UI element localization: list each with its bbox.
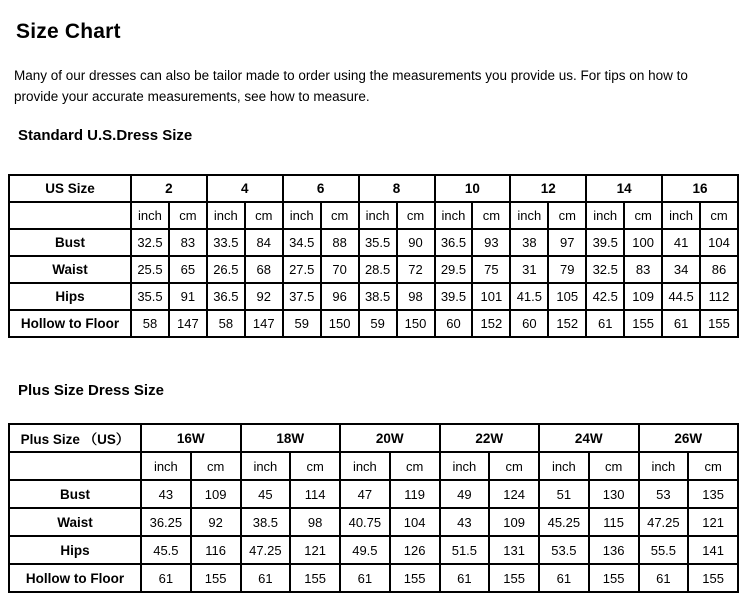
- value-cell: 90: [397, 229, 435, 256]
- value-cell: 84: [245, 229, 283, 256]
- value-cell: 41.5: [510, 283, 548, 310]
- value-cell: 121: [290, 536, 340, 564]
- value-cell: 49: [440, 480, 490, 508]
- value-cell: 61: [662, 310, 700, 337]
- size-col-header: 14: [586, 175, 662, 202]
- value-cell: 114: [290, 480, 340, 508]
- value-cell: 152: [548, 310, 586, 337]
- unit-cell: inch: [440, 452, 490, 480]
- unit-cell: cm: [397, 202, 435, 229]
- value-cell: 88: [321, 229, 359, 256]
- value-cell: 60: [510, 310, 548, 337]
- measurement-row: [9, 564, 738, 592]
- unit-cell: inch: [131, 202, 169, 229]
- value-cell: 35.5: [131, 283, 169, 310]
- value-cell: 61: [639, 564, 689, 592]
- value-cell: 61: [340, 564, 390, 592]
- unit-cell: inch: [639, 452, 689, 480]
- value-cell: 105: [548, 283, 586, 310]
- measurement-row: [9, 480, 738, 508]
- empty-corner-cell: [9, 202, 131, 229]
- corner-label: Plus Size （US）: [9, 424, 141, 452]
- value-cell: 83: [624, 256, 662, 283]
- value-cell: 27.5: [283, 256, 321, 283]
- value-cell: 147: [169, 310, 207, 337]
- value-cell: 61: [586, 310, 624, 337]
- unit-cell: inch: [586, 202, 624, 229]
- standard-size-heading: Standard U.S.Dress Size: [18, 127, 193, 144]
- value-cell: 61: [539, 564, 589, 592]
- unit-cell: inch: [283, 202, 321, 229]
- unit-cell: cm: [390, 452, 440, 480]
- empty-corner-cell: [9, 452, 141, 480]
- value-cell: 49.5: [340, 536, 390, 564]
- size-header-row: [9, 424, 738, 452]
- size-col-header: 8: [359, 175, 435, 202]
- value-cell: 115: [589, 508, 639, 536]
- value-cell: 141: [688, 536, 738, 564]
- value-cell: 91: [169, 283, 207, 310]
- value-cell: 26.5: [207, 256, 245, 283]
- value-cell: 44.5: [662, 283, 700, 310]
- value-cell: 109: [489, 508, 539, 536]
- value-cell: 55.5: [639, 536, 689, 564]
- unit-cell: cm: [688, 452, 738, 480]
- value-cell: 42.5: [586, 283, 624, 310]
- value-cell: 155: [290, 564, 340, 592]
- value-cell: 59: [359, 310, 397, 337]
- value-cell: 70: [321, 256, 359, 283]
- size-col-header: 12: [510, 175, 586, 202]
- size-col-header: 26W: [639, 424, 739, 452]
- value-cell: 116: [191, 536, 241, 564]
- value-cell: 109: [191, 480, 241, 508]
- value-cell: 65: [169, 256, 207, 283]
- value-cell: 150: [321, 310, 359, 337]
- value-cell: 135: [688, 480, 738, 508]
- value-cell: 59: [283, 310, 321, 337]
- value-cell: 45.25: [539, 508, 589, 536]
- value-cell: 47.25: [241, 536, 291, 564]
- value-cell: 32.5: [586, 256, 624, 283]
- size-col-header: 18W: [241, 424, 341, 452]
- value-cell: 155: [390, 564, 440, 592]
- unit-cell: inch: [662, 202, 700, 229]
- row-label: Waist: [9, 256, 131, 283]
- value-cell: 112: [700, 283, 738, 310]
- value-cell: 68: [245, 256, 283, 283]
- size-col-header: 10: [435, 175, 511, 202]
- row-label: Bust: [9, 229, 131, 256]
- unit-cell: cm: [589, 452, 639, 480]
- value-cell: 38.5: [241, 508, 291, 536]
- row-label: Hips: [9, 283, 131, 310]
- value-cell: 97: [548, 229, 586, 256]
- value-cell: 119: [390, 480, 440, 508]
- value-cell: 121: [688, 508, 738, 536]
- value-cell: 104: [390, 508, 440, 536]
- value-cell: 61: [241, 564, 291, 592]
- unit-cell: cm: [191, 452, 241, 480]
- value-cell: 38.5: [359, 283, 397, 310]
- unit-cell: inch: [539, 452, 589, 480]
- value-cell: 75: [472, 256, 510, 283]
- value-cell: 155: [624, 310, 662, 337]
- value-cell: 32.5: [131, 229, 169, 256]
- value-cell: 28.5: [359, 256, 397, 283]
- value-cell: 79: [548, 256, 586, 283]
- corner-label: US Size: [9, 175, 131, 202]
- size-col-header: 22W: [440, 424, 540, 452]
- unit-cell: cm: [245, 202, 283, 229]
- row-label: Hips: [9, 536, 141, 564]
- size-col-header: 4: [207, 175, 283, 202]
- value-cell: 34: [662, 256, 700, 283]
- value-cell: 47.25: [639, 508, 689, 536]
- value-cell: 136: [589, 536, 639, 564]
- value-cell: 152: [472, 310, 510, 337]
- value-cell: 130: [589, 480, 639, 508]
- size-col-header: 20W: [340, 424, 440, 452]
- unit-cell: cm: [169, 202, 207, 229]
- value-cell: 31: [510, 256, 548, 283]
- value-cell: 36.5: [435, 229, 473, 256]
- value-cell: 72: [397, 256, 435, 283]
- unit-cell: inch: [435, 202, 473, 229]
- value-cell: 35.5: [359, 229, 397, 256]
- value-cell: 61: [141, 564, 191, 592]
- value-cell: 155: [489, 564, 539, 592]
- value-cell: 155: [700, 310, 738, 337]
- value-cell: 45.5: [141, 536, 191, 564]
- page-title: Size Chart: [16, 20, 121, 43]
- size-col-header: 2: [131, 175, 207, 202]
- unit-cell: inch: [510, 202, 548, 229]
- value-cell: 39.5: [435, 283, 473, 310]
- unit-header-row: [9, 202, 738, 229]
- value-cell: 36.5: [207, 283, 245, 310]
- row-label: Hollow to Floor: [9, 564, 141, 592]
- value-cell: 58: [131, 310, 169, 337]
- value-cell: 93: [472, 229, 510, 256]
- size-col-header: 16: [662, 175, 738, 202]
- unit-cell: cm: [624, 202, 662, 229]
- intro-paragraph: Many of our dresses can also be tailor made to order using the measurements you provide us. For tips on how to provide your accurate measurements, see how to measure.: [14, 68, 688, 104]
- value-cell: 29.5: [435, 256, 473, 283]
- measurement-row: [9, 229, 738, 256]
- measurement-row: [9, 508, 738, 536]
- size-col-header: 16W: [141, 424, 241, 452]
- value-cell: 92: [245, 283, 283, 310]
- value-cell: 60: [435, 310, 473, 337]
- value-cell: 38: [510, 229, 548, 256]
- value-cell: 150: [397, 310, 435, 337]
- value-cell: 53: [639, 480, 689, 508]
- unit-cell: cm: [489, 452, 539, 480]
- size-col-header: 6: [283, 175, 359, 202]
- unit-cell: inch: [207, 202, 245, 229]
- value-cell: 51.5: [440, 536, 490, 564]
- value-cell: 101: [472, 283, 510, 310]
- value-cell: 126: [390, 536, 440, 564]
- value-cell: 61: [440, 564, 490, 592]
- row-label: Waist: [9, 508, 141, 536]
- value-cell: 155: [589, 564, 639, 592]
- value-cell: 33.5: [207, 229, 245, 256]
- plus-size-heading: Plus Size Dress Size: [18, 382, 164, 399]
- measurement-row: [9, 536, 738, 564]
- value-cell: 53.5: [539, 536, 589, 564]
- value-cell: 43: [141, 480, 191, 508]
- row-label: Bust: [9, 480, 141, 508]
- value-cell: 51: [539, 480, 589, 508]
- unit-cell: inch: [340, 452, 390, 480]
- value-cell: 155: [191, 564, 241, 592]
- unit-cell: cm: [700, 202, 738, 229]
- value-cell: 92: [191, 508, 241, 536]
- row-label: Hollow to Floor: [9, 310, 131, 337]
- value-cell: 104: [700, 229, 738, 256]
- unit-cell: inch: [241, 452, 291, 480]
- value-cell: 34.5: [283, 229, 321, 256]
- value-cell: 98: [290, 508, 340, 536]
- value-cell: 86: [700, 256, 738, 283]
- unit-cell: cm: [472, 202, 510, 229]
- unit-cell: cm: [548, 202, 586, 229]
- value-cell: 100: [624, 229, 662, 256]
- value-cell: 40.75: [340, 508, 390, 536]
- value-cell: 45: [241, 480, 291, 508]
- standard-size-table: [8, 174, 739, 338]
- value-cell: 109: [624, 283, 662, 310]
- unit-cell: cm: [321, 202, 359, 229]
- value-cell: 131: [489, 536, 539, 564]
- value-cell: 41: [662, 229, 700, 256]
- measurement-row: [9, 256, 738, 283]
- value-cell: 155: [688, 564, 738, 592]
- unit-cell: inch: [141, 452, 191, 480]
- value-cell: 25.5: [131, 256, 169, 283]
- measurement-row: [9, 283, 738, 310]
- value-cell: 83: [169, 229, 207, 256]
- unit-header-row: [9, 452, 738, 480]
- value-cell: 96: [321, 283, 359, 310]
- value-cell: 58: [207, 310, 245, 337]
- value-cell: 124: [489, 480, 539, 508]
- unit-cell: inch: [359, 202, 397, 229]
- value-cell: 47: [340, 480, 390, 508]
- size-col-header: 24W: [539, 424, 639, 452]
- value-cell: 39.5: [586, 229, 624, 256]
- value-cell: 98: [397, 283, 435, 310]
- value-cell: 36.25: [141, 508, 191, 536]
- value-cell: 43: [440, 508, 490, 536]
- size-header-row: [9, 175, 738, 202]
- plus-size-table: [8, 423, 739, 593]
- measurement-row: [9, 310, 738, 337]
- unit-cell: cm: [290, 452, 340, 480]
- value-cell: 37.5: [283, 283, 321, 310]
- value-cell: 147: [245, 310, 283, 337]
